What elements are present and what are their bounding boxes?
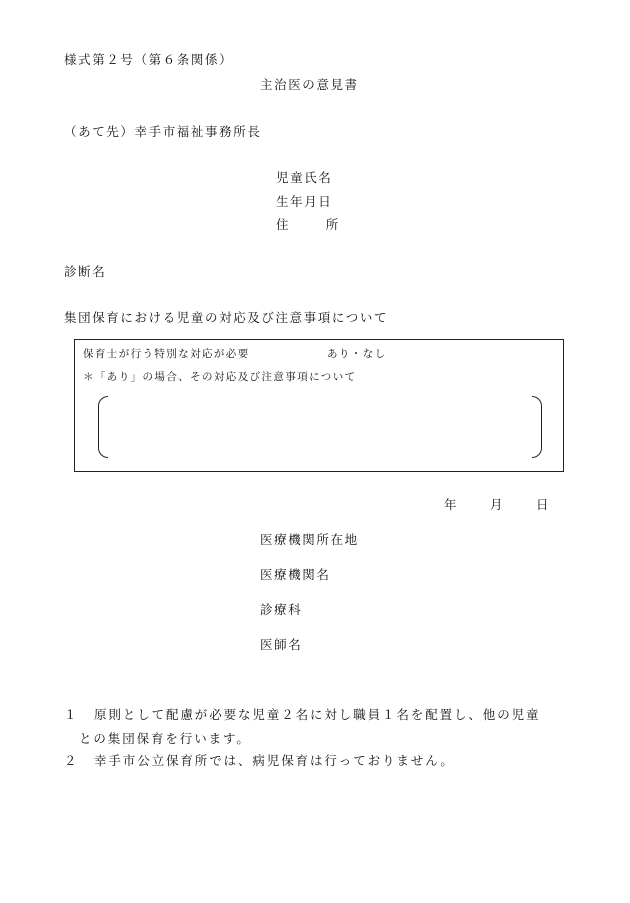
section-heading: 集団保育における児童の対応及び注意事項について [64,310,389,325]
note-2-number: ２ [64,753,79,768]
note-1-continued [79,731,251,746]
note-2-text: 幸手市公立保育所では、病児保育は行っておりません。 [94,753,455,768]
date-month: 月 [490,497,505,512]
child-address-label [276,217,340,232]
care-requirements-box [74,339,564,472]
child-birthdate-label: 生年月日 [276,194,333,209]
form-number: 様式第２号（第６条関係） [64,52,234,67]
addressee: （あて先）幸手市福祉事務所長 [64,124,262,139]
note-1 [64,707,540,722]
diagnosis-label: 診断名 [64,264,107,279]
note-2 [64,753,455,768]
institution-name-label: 医療機関名 [260,567,331,582]
child-name-label: 児童氏名 [276,170,333,185]
note-1-number: １ [64,707,79,722]
address-char-2: 所 [325,217,340,232]
physician-name-label: 医師名 [260,637,303,652]
special-care-label: 保育士が行う特別な対応が必要 [83,348,250,360]
address-char-1: 住 [276,217,291,232]
note-1-line2: との集団保育を行います。 [79,731,251,746]
special-care-options: あり・なし [327,348,387,360]
note-1-line1: 原則として配慮が必要な児童２名に対し職員１名を配置し、他の児童 [94,707,541,722]
date-day: 日 [536,497,551,512]
right-bracket [532,396,542,458]
institution-address-label: 医療機関所在地 [260,532,359,547]
department-label: 診療科 [260,602,303,617]
if-yes-note: ＊「あり」の場合、その対応及び注意事項について [83,371,357,383]
left-bracket [98,396,108,458]
document-title: 主治医の意見書 [260,77,359,92]
date-year: 年 [444,497,459,512]
